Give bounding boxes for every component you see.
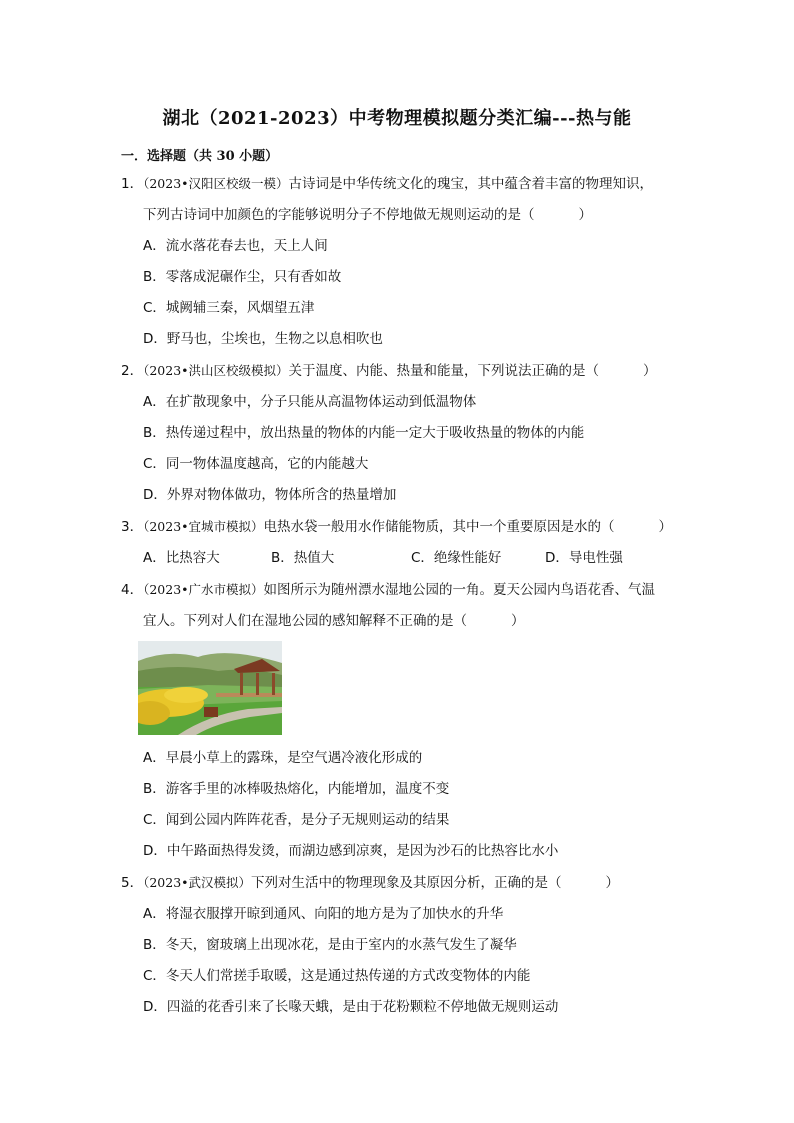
- question-number: 4．: [121, 582, 144, 598]
- option-c: C．同一物体温度越高，它的内能越大: [143, 456, 369, 472]
- option-c: C．城阙辅三秦，风烟望五津: [143, 300, 315, 316]
- option-a: A．在扩散现象中，分子只能从高温物体运动到低温物体: [143, 394, 477, 410]
- question-text: 下列古诗词中加颜色的字能够说明分子不停地做无规则运动的是（: [143, 207, 535, 223]
- paren-close: ）: [658, 519, 673, 535]
- option-a: A．比热容大: [143, 550, 220, 566]
- question-source: （2023•宜城市模拟）: [143, 519, 264, 534]
- question-5-line-1: [121, 873, 619, 893]
- option-d: D．外界对物体做功，物体所含的热量增加: [143, 487, 397, 503]
- option-c: C．闻到公园内阵阵花香，是分子无规则运动的结果: [143, 812, 450, 828]
- paren-close: ）: [605, 875, 620, 891]
- question-text: 下列对生活中的物理现象及其原因分析，正确的是（: [251, 875, 562, 891]
- question-1-line-1: [121, 174, 653, 194]
- question-number: 1．: [121, 176, 144, 192]
- wetland-park-illustration: [138, 641, 282, 735]
- question-source: （2023•汉阳区校级一模）: [143, 176, 289, 191]
- question-number: 3．: [121, 519, 144, 535]
- paren-close: ）: [511, 613, 525, 629]
- option-b: B．游客手里的冰棒吸热熔化，内能增加，温度不变: [143, 781, 450, 797]
- question-text: 如图所示为随州漂水湿地公园的一角。夏天公园内鸟语花香、气温: [263, 582, 656, 598]
- option-b: B．热值大: [271, 550, 335, 566]
- question-source: （2023•洪山区校级模拟）: [143, 363, 289, 378]
- option-b: B．零落成泥碾作尘，只有香如故: [143, 269, 342, 285]
- section-heading: 一．选择题（共 30 小题）: [121, 149, 279, 164]
- question-text: 电热水袋一般用水作储能物质，其中一个重要原因是水的（: [263, 519, 615, 535]
- wetland-park-photo: [138, 641, 282, 735]
- question-2-line-1: [121, 361, 657, 381]
- paren-close: ）: [643, 363, 657, 379]
- question-1-line-2: [143, 205, 592, 225]
- option-a: A．早晨小草上的露珠，是空气遇冷液化形成的: [143, 750, 423, 766]
- question-4-line-2: [143, 611, 525, 631]
- paren-close: ）: [578, 207, 592, 223]
- option-b: B．热传递过程中，放出热量的物体的内能一定大于吸收热量的物体的内能: [143, 425, 585, 441]
- option-b: B．冬天，窗玻璃上出现冰花，是由于室内的水蒸气发生了凝华: [143, 937, 517, 953]
- option-a: A．将湿衣服撑开晾到通风、向阳的地方是为了加快水的升华: [143, 906, 504, 922]
- question-text: 关于温度、内能、热量和能量，下列说法正确的是（: [288, 363, 600, 379]
- question-3-line-1: [121, 517, 672, 537]
- question-text: 古诗词是中华传统文化的瑰宝，其中蕴含着丰富的物理知识，: [288, 176, 654, 192]
- option-d: D．野马也，尘埃也，生物之以息相吹也: [143, 331, 383, 347]
- option-c: C．绝缘性能好: [411, 550, 502, 566]
- question-source: （2023•广水市模拟）: [143, 582, 264, 597]
- question-text: 宜人。下列对人们在湿地公园的感知解释不正确的是（: [143, 613, 467, 629]
- question-number: 5．: [121, 875, 144, 891]
- option-c: C．冬天人们常搓手取暖，这是通过热传递的方式改变物体的内能: [143, 968, 531, 984]
- option-d: D．四溢的花香引来了长喙天蛾，是由于花粉颗粒不停地做无规则运动: [143, 999, 559, 1015]
- option-a: A．流水落花春去也，天上人间: [143, 238, 328, 254]
- question-source: （2023•武汉模拟）: [143, 875, 252, 890]
- question-number: 2．: [121, 363, 144, 379]
- page-title: 湖北（2021-2023）中考物理模拟题分类汇编---热与能: [162, 108, 632, 129]
- option-d: D．导电性强: [545, 550, 623, 566]
- option-d: D．中午路面热得发烫，而湖边感到凉爽，是因为沙石的比热容比水小: [143, 843, 559, 859]
- question-4-line-1: [121, 580, 655, 600]
